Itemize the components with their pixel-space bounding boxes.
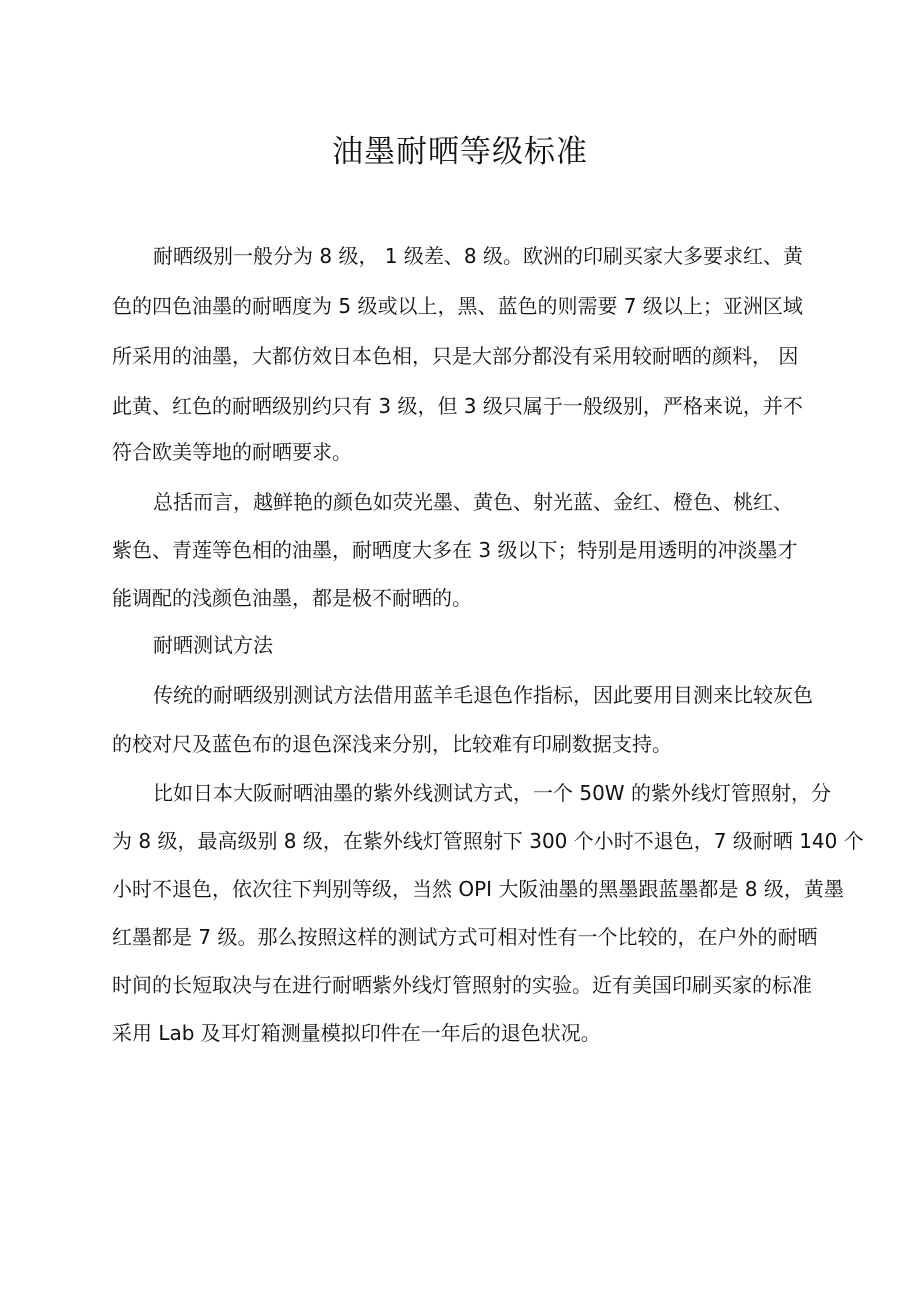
body-line: 传统的耐晒级别测试方法借用蓝羊毛退色作指标，因此要用目测来比较灰色 <box>153 683 813 707</box>
body-line: 此黄、红色的耐晒级别约只有 3 级，但 3 级只属于一般级别，严格来说，并不 <box>112 394 803 418</box>
body-line: 所采用的油墨，大都仿效日本色相，只是大部分都没有采用较耐晒的颜料， 因 <box>112 344 799 368</box>
body-line: 色的四色油墨的耐晒度为 5 级或以上，黑、蓝色的则需要 7 级以上；亚洲区域 <box>112 294 803 318</box>
body-line: 红墨都是 7 级。那么按照这样的测试方式可相对性有一个比较的，在户外的耐晒 <box>112 925 818 949</box>
body-line: 的校对尺及蓝色布的退色深浅来分别，比较难有印刷数据支持。 <box>112 732 672 756</box>
document-title: 油墨耐晒等级标准 <box>332 134 588 170</box>
body-line: 紫色、青莲等色相的油墨，耐晒度大多在 3 级以下；特别是用透明的冲淡墨才 <box>112 538 798 562</box>
section-heading: 耐晒测试方法 <box>153 633 273 657</box>
body-line: 比如日本大阪耐晒油墨的紫外线测试方式，一个 50W 的紫外线灯管照射，分 <box>153 781 831 805</box>
body-line: 采用 Lab 及耳灯箱测量模拟印件在一年后的退色状况。 <box>112 1021 601 1045</box>
body-line: 耐晒级别一般分为 8 级， 1 级差、8 级。欧洲的印刷买家大多要求红、黄 <box>153 244 803 268</box>
body-line: 能调配的浅颜色油墨，都是极不耐晒的。 <box>112 586 472 610</box>
body-line: 总括而言，越鲜艳的颜色如荧光墨、黄色、射光蓝、金红、橙色、桃红、 <box>153 490 793 514</box>
body-line: 符合欧美等地的耐晒要求。 <box>112 440 352 464</box>
body-line: 为 8 级，最高级别 8 级，在紫外线灯管照射下 300 个小时不退色，7 级耐晒 140 个 <box>112 829 864 853</box>
body-line: 时间的长短取决与在进行耐晒紫外线灯管照射的实验。近有美国印刷买家的标准 <box>112 973 812 997</box>
body-line: 小时不退色，依次往下判别等级，当然 OPI 大阪油墨的黑墨跟蓝墨都是 8 级，黄墨 <box>112 877 844 901</box>
